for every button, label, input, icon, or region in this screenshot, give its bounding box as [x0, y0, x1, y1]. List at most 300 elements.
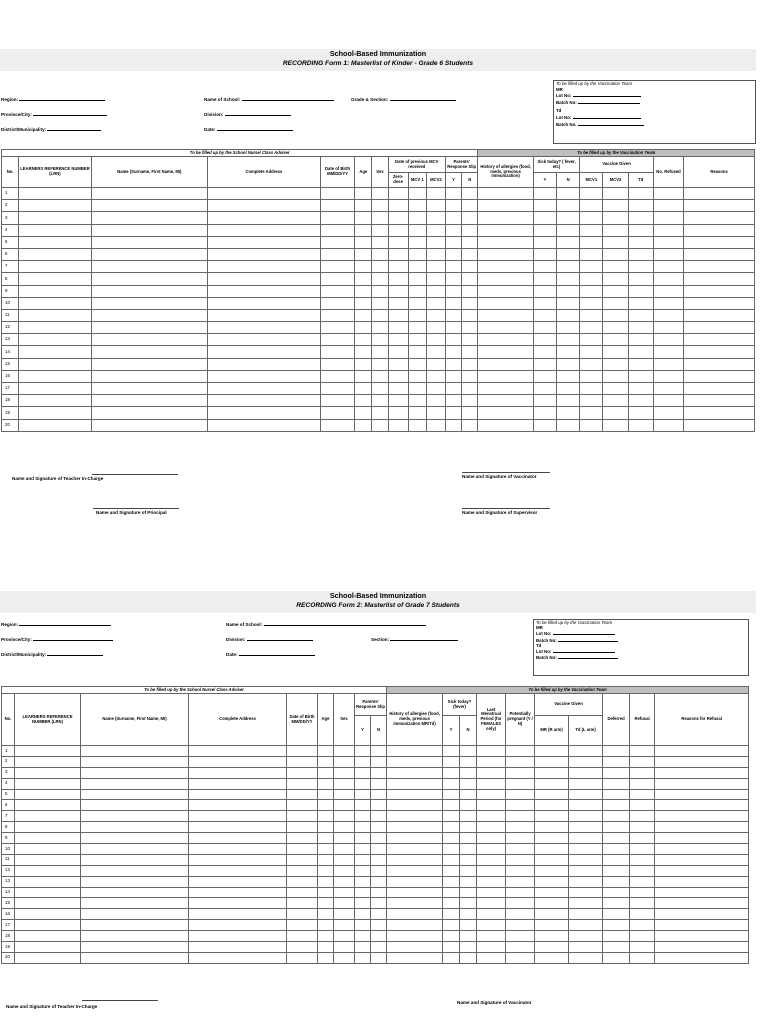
form2-cell[interactable] [535, 822, 569, 833]
form2-cell[interactable] [334, 942, 355, 953]
form2-cell[interactable] [655, 833, 749, 844]
form2-cell[interactable] [569, 822, 603, 833]
form1-cell[interactable] [628, 188, 653, 200]
form1-region-field[interactable] [1, 96, 105, 102]
form1-cell[interactable] [478, 309, 534, 321]
form1-cell[interactable] [426, 322, 445, 334]
form1-cell[interactable] [408, 383, 426, 395]
form1-cell[interactable] [603, 273, 628, 285]
form2-cell[interactable] [15, 756, 81, 767]
form1-cell[interactable] [91, 419, 207, 431]
form2-cell[interactable] [81, 756, 189, 767]
form2-cell[interactable] [355, 822, 371, 833]
form1-cell[interactable] [557, 407, 580, 419]
form1-cell[interactable] [653, 212, 683, 224]
form1-cell[interactable] [653, 248, 683, 260]
form2-cell[interactable] [535, 778, 569, 789]
form1-cell[interactable] [580, 395, 603, 407]
form2-cell[interactable] [477, 942, 506, 953]
form2-cell[interactable] [603, 811, 630, 822]
form2-cell[interactable] [655, 931, 749, 942]
form1-cell[interactable] [320, 309, 354, 321]
form2-cell[interactable] [371, 800, 387, 811]
form2-date-field[interactable] [226, 651, 315, 657]
form1-cell[interactable] [653, 236, 683, 248]
form1-cell[interactable] [478, 236, 534, 248]
form2-cell[interactable] [81, 833, 189, 844]
form1-cell[interactable] [320, 358, 354, 370]
form1-cell[interactable] [603, 370, 628, 382]
form1-cell[interactable] [628, 309, 653, 321]
form1-cell[interactable] [533, 285, 556, 297]
form2-cell[interactable] [189, 811, 287, 822]
form1-cell[interactable] [207, 309, 320, 321]
form1-cell[interactable] [91, 383, 207, 395]
form1-cell[interactable] [533, 212, 556, 224]
form2-cell[interactable] [569, 789, 603, 800]
form1-cell[interactable] [207, 224, 320, 236]
form2-cell[interactable] [603, 865, 630, 876]
form1-cell[interactable] [462, 334, 478, 346]
form2-cell[interactable] [287, 822, 318, 833]
form1-cell[interactable] [426, 188, 445, 200]
form1-cell[interactable] [603, 309, 628, 321]
form1-cell[interactable] [320, 212, 354, 224]
form1-cell[interactable] [19, 370, 92, 382]
form1-cell[interactable] [372, 212, 388, 224]
form1-cell[interactable] [320, 297, 354, 309]
form2-cell[interactable] [334, 876, 355, 887]
form1-cell[interactable] [19, 309, 92, 321]
form2-cell[interactable] [355, 811, 371, 822]
form2-cell[interactable] [655, 854, 749, 865]
form1-cell[interactable] [628, 395, 653, 407]
form2-cell[interactable] [318, 854, 334, 865]
form2-cell[interactable] [477, 811, 506, 822]
form1-cell[interactable] [355, 273, 372, 285]
form1-cell[interactable] [653, 407, 683, 419]
form1-cell[interactable] [628, 200, 653, 212]
form1-cell[interactable] [355, 248, 372, 260]
form2-cell[interactable] [506, 833, 535, 844]
form1-cell[interactable] [478, 224, 534, 236]
form2-cell[interactable] [477, 898, 506, 909]
form2-cell[interactable] [569, 800, 603, 811]
form2-cell[interactable] [371, 746, 387, 757]
form1-cell[interactable] [446, 358, 462, 370]
form1-cell[interactable] [557, 236, 580, 248]
form2-cell[interactable] [630, 952, 655, 963]
form2-cell[interactable] [355, 942, 371, 953]
form2-cell[interactable] [477, 746, 506, 757]
form2-cell[interactable] [655, 746, 749, 757]
form1-cell[interactable] [320, 188, 354, 200]
form2-cell[interactable] [569, 887, 603, 898]
form1-cell[interactable] [355, 395, 372, 407]
form1-cell[interactable] [207, 236, 320, 248]
form1-cell[interactable] [684, 370, 755, 382]
form1-cell[interactable] [628, 273, 653, 285]
form2-cell[interactable] [603, 767, 630, 778]
form1-cell[interactable] [628, 248, 653, 260]
form1-cell[interactable] [533, 236, 556, 248]
form2-cell[interactable] [334, 789, 355, 800]
form2-cell[interactable] [630, 854, 655, 865]
form1-cell[interactable] [580, 297, 603, 309]
form2-cell[interactable] [81, 767, 189, 778]
form2-vbox-batch2-field[interactable] [534, 654, 748, 660]
form2-cell[interactable] [535, 789, 569, 800]
form2-cell[interactable] [371, 865, 387, 876]
form2-cell[interactable] [460, 854, 477, 865]
form1-cell[interactable] [388, 212, 408, 224]
form2-cell[interactable] [535, 865, 569, 876]
form2-cell[interactable] [189, 833, 287, 844]
form1-cell[interactable] [388, 273, 408, 285]
form2-cell[interactable] [603, 822, 630, 833]
form1-cell[interactable] [426, 395, 445, 407]
form2-cell[interactable] [355, 865, 371, 876]
form1-cell[interactable] [355, 200, 372, 212]
form1-cell[interactable] [557, 334, 580, 346]
form1-cell[interactable] [603, 224, 628, 236]
form1-cell[interactable] [462, 224, 478, 236]
form2-cell[interactable] [506, 789, 535, 800]
form1-cell[interactable] [684, 212, 755, 224]
form1-cell[interactable] [19, 346, 92, 358]
form2-cell[interactable] [443, 789, 460, 800]
form2-cell[interactable] [334, 887, 355, 898]
form1-cell[interactable] [533, 188, 556, 200]
form1-cell[interactable] [580, 273, 603, 285]
form2-cell[interactable] [630, 822, 655, 833]
form1-cell[interactable] [580, 224, 603, 236]
form1-cell[interactable] [355, 309, 372, 321]
form2-cell[interactable] [371, 844, 387, 855]
form2-cell[interactable] [569, 942, 603, 953]
form2-cell[interactable] [477, 800, 506, 811]
form1-cell[interactable] [628, 261, 653, 273]
form1-cell[interactable] [372, 188, 388, 200]
form1-cell[interactable] [446, 224, 462, 236]
form2-cell[interactable] [81, 876, 189, 887]
form2-cell[interactable] [655, 800, 749, 811]
form2-cell[interactable] [630, 942, 655, 953]
form2-cell[interactable] [506, 865, 535, 876]
form2-cell[interactable] [443, 876, 460, 887]
form1-cell[interactable] [207, 370, 320, 382]
form2-cell[interactable] [655, 909, 749, 920]
form2-cell[interactable] [443, 756, 460, 767]
form1-cell[interactable] [372, 370, 388, 382]
form1-cell[interactable] [533, 297, 556, 309]
form1-cell[interactable] [462, 212, 478, 224]
form1-cell[interactable] [533, 395, 556, 407]
form2-cell[interactable] [569, 756, 603, 767]
form1-cell[interactable] [355, 419, 372, 431]
form1-cell[interactable] [408, 200, 426, 212]
form1-cell[interactable] [603, 346, 628, 358]
form1-cell[interactable] [533, 273, 556, 285]
form2-cell[interactable] [506, 942, 535, 953]
form1-school-field[interactable] [204, 96, 334, 102]
form2-cell[interactable] [15, 887, 81, 898]
form1-cell[interactable] [320, 346, 354, 358]
form1-cell[interactable] [446, 188, 462, 200]
form2-cell[interactable] [630, 833, 655, 844]
form1-cell[interactable] [408, 322, 426, 334]
form1-cell[interactable] [628, 407, 653, 419]
form2-cell[interactable] [630, 909, 655, 920]
form2-cell[interactable] [655, 822, 749, 833]
form1-cell[interactable] [533, 248, 556, 260]
form2-cell[interactable] [189, 756, 287, 767]
form2-cell[interactable] [630, 800, 655, 811]
form1-cell[interactable] [372, 236, 388, 248]
form2-cell[interactable] [603, 756, 630, 767]
form2-cell[interactable] [81, 952, 189, 963]
form1-cell[interactable] [580, 261, 603, 273]
form1-cell[interactable] [426, 200, 445, 212]
form2-cell[interactable] [81, 887, 189, 898]
form1-cell[interactable] [533, 358, 556, 370]
form2-cell[interactable] [287, 746, 318, 757]
form2-cell[interactable] [334, 800, 355, 811]
form2-cell[interactable] [603, 854, 630, 865]
form2-cell[interactable] [477, 833, 506, 844]
form1-cell[interactable] [388, 224, 408, 236]
form1-cell[interactable] [603, 285, 628, 297]
form2-cell[interactable] [334, 931, 355, 942]
form2-cell[interactable] [477, 952, 506, 963]
form2-cell[interactable] [506, 778, 535, 789]
form1-vbox-lot-field[interactable] [554, 92, 755, 99]
form1-cell[interactable] [478, 407, 534, 419]
form1-cell[interactable] [462, 322, 478, 334]
form2-cell[interactable] [15, 898, 81, 909]
form2-cell[interactable] [477, 844, 506, 855]
form2-cell[interactable] [318, 746, 334, 757]
form2-cell[interactable] [355, 920, 371, 931]
form2-cell[interactable] [189, 952, 287, 963]
form1-cell[interactable] [408, 334, 426, 346]
form2-cell[interactable] [535, 854, 569, 865]
form1-cell[interactable] [408, 248, 426, 260]
form1-cell[interactable] [533, 322, 556, 334]
form1-cell[interactable] [603, 212, 628, 224]
form1-cell[interactable] [91, 236, 207, 248]
form1-cell[interactable] [478, 358, 534, 370]
form2-cell[interactable] [387, 909, 443, 920]
form1-cell[interactable] [388, 346, 408, 358]
form1-cell[interactable] [557, 248, 580, 260]
form2-cell[interactable] [630, 920, 655, 931]
form1-cell[interactable] [684, 285, 755, 297]
form2-cell[interactable] [371, 767, 387, 778]
form2-cell[interactable] [355, 756, 371, 767]
form2-cell[interactable] [535, 746, 569, 757]
form1-cell[interactable] [446, 200, 462, 212]
form1-cell[interactable] [653, 224, 683, 236]
form1-cell[interactable] [462, 273, 478, 285]
form2-cell[interactable] [287, 942, 318, 953]
form2-cell[interactable] [535, 952, 569, 963]
form2-cell[interactable] [355, 746, 371, 757]
form1-cell[interactable] [628, 297, 653, 309]
form1-cell[interactable] [355, 188, 372, 200]
form2-cell[interactable] [630, 898, 655, 909]
form2-cell[interactable] [334, 822, 355, 833]
form1-cell[interactable] [408, 346, 426, 358]
form2-cell[interactable] [603, 833, 630, 844]
form2-cell[interactable] [630, 746, 655, 757]
form2-cell[interactable] [15, 920, 81, 931]
form2-cell[interactable] [287, 898, 318, 909]
form1-cell[interactable] [446, 297, 462, 309]
form2-cell[interactable] [460, 844, 477, 855]
form1-cell[interactable] [557, 322, 580, 334]
form1-cell[interactable] [628, 370, 653, 382]
form1-cell[interactable] [557, 358, 580, 370]
form1-cell[interactable] [478, 346, 534, 358]
form1-cell[interactable] [478, 261, 534, 273]
form2-cell[interactable] [460, 952, 477, 963]
form1-cell[interactable] [462, 188, 478, 200]
form2-cell[interactable] [443, 811, 460, 822]
form2-cell[interactable] [655, 942, 749, 953]
form2-cell[interactable] [287, 887, 318, 898]
form1-cell[interactable] [19, 236, 92, 248]
form1-cell[interactable] [388, 322, 408, 334]
form1-cell[interactable] [580, 370, 603, 382]
form2-cell[interactable] [460, 822, 477, 833]
form2-cell[interactable] [189, 822, 287, 833]
form2-cell[interactable] [535, 898, 569, 909]
form1-cell[interactable] [478, 200, 534, 212]
form1-cell[interactable] [533, 419, 556, 431]
form2-cell[interactable] [355, 789, 371, 800]
form1-cell[interactable] [462, 419, 478, 431]
form1-cell[interactable] [388, 407, 408, 419]
form2-cell[interactable] [655, 952, 749, 963]
form1-cell[interactable] [388, 309, 408, 321]
form2-cell[interactable] [189, 898, 287, 909]
form2-cell[interactable] [535, 920, 569, 931]
form1-cell[interactable] [580, 334, 603, 346]
form1-vbox-batch-field[interactable] [554, 99, 755, 106]
form2-cell[interactable] [334, 854, 355, 865]
form1-cell[interactable] [388, 358, 408, 370]
form1-cell[interactable] [557, 212, 580, 224]
form1-division-field[interactable] [204, 111, 291, 117]
form1-cell[interactable] [355, 334, 372, 346]
form2-cell[interactable] [81, 865, 189, 876]
form2-cell[interactable] [318, 876, 334, 887]
form2-cell[interactable] [506, 756, 535, 767]
form1-cell[interactable] [603, 395, 628, 407]
form1-cell[interactable] [446, 395, 462, 407]
form1-cell[interactable] [355, 285, 372, 297]
form1-cell[interactable] [653, 358, 683, 370]
form1-cell[interactable] [388, 419, 408, 431]
form1-cell[interactable] [207, 322, 320, 334]
form1-cell[interactable] [320, 395, 354, 407]
form1-cell[interactable] [446, 285, 462, 297]
form1-cell[interactable] [408, 370, 426, 382]
form1-cell[interactable] [684, 407, 755, 419]
form1-vbox-batch2-field[interactable] [554, 121, 755, 128]
form2-cell[interactable] [355, 767, 371, 778]
form2-cell[interactable] [189, 789, 287, 800]
form2-cell[interactable] [387, 811, 443, 822]
form2-cell[interactable] [334, 909, 355, 920]
form1-cell[interactable] [653, 383, 683, 395]
form2-cell[interactable] [569, 778, 603, 789]
form1-vbox-lot2-field[interactable] [554, 114, 755, 121]
form1-cell[interactable] [388, 188, 408, 200]
form1-cell[interactable] [557, 224, 580, 236]
form2-cell[interactable] [81, 822, 189, 833]
form2-cell[interactable] [460, 920, 477, 931]
form1-cell[interactable] [580, 322, 603, 334]
form1-cell[interactable] [462, 346, 478, 358]
form1-cell[interactable] [533, 224, 556, 236]
form1-cell[interactable] [207, 346, 320, 358]
form2-cell[interactable] [443, 800, 460, 811]
form1-cell[interactable] [446, 236, 462, 248]
form1-cell[interactable] [91, 212, 207, 224]
form1-cell[interactable] [628, 322, 653, 334]
form1-cell[interactable] [355, 261, 372, 273]
form2-cell[interactable] [443, 887, 460, 898]
form1-cell[interactable] [19, 212, 92, 224]
form1-cell[interactable] [207, 212, 320, 224]
form1-cell[interactable] [478, 395, 534, 407]
form2-cell[interactable] [569, 854, 603, 865]
form2-cell[interactable] [287, 920, 318, 931]
form2-cell[interactable] [443, 952, 460, 963]
form1-cell[interactable] [478, 248, 534, 260]
form1-cell[interactable] [478, 322, 534, 334]
form2-cell[interactable] [443, 778, 460, 789]
form1-cell[interactable] [557, 346, 580, 358]
form2-cell[interactable] [355, 931, 371, 942]
form2-cell[interactable] [630, 811, 655, 822]
form2-division-field[interactable] [226, 636, 313, 642]
form1-cell[interactable] [372, 224, 388, 236]
form2-cell[interactable] [603, 898, 630, 909]
form2-cell[interactable] [603, 909, 630, 920]
form2-cell[interactable] [630, 876, 655, 887]
form2-cell[interactable] [318, 898, 334, 909]
form2-cell[interactable] [287, 854, 318, 865]
form1-cell[interactable] [408, 395, 426, 407]
form2-cell[interactable] [506, 920, 535, 931]
form1-cell[interactable] [478, 334, 534, 346]
form1-cell[interactable] [19, 285, 92, 297]
form2-cell[interactable] [189, 909, 287, 920]
form1-cell[interactable] [426, 212, 445, 224]
form1-cell[interactable] [207, 419, 320, 431]
form1-cell[interactable] [533, 261, 556, 273]
form2-cell[interactable] [603, 778, 630, 789]
form2-cell[interactable] [460, 789, 477, 800]
form1-cell[interactable] [207, 407, 320, 419]
form1-cell[interactable] [320, 236, 354, 248]
form2-cell[interactable] [81, 942, 189, 953]
form2-cell[interactable] [603, 789, 630, 800]
form1-cell[interactable] [426, 407, 445, 419]
